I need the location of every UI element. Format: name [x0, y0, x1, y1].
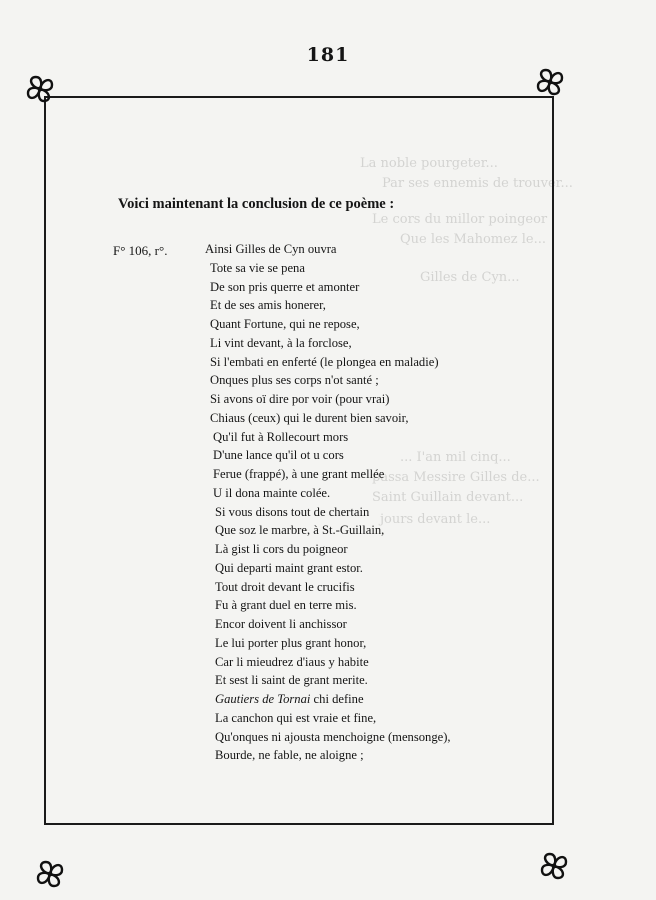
- poem-line: Qui departi maint grant estor.: [215, 560, 363, 575]
- poem-line: Bourde, ne fable, ne aloigne ;: [215, 748, 364, 763]
- show-through-line: Par ses ennemis de trouver...: [382, 176, 573, 191]
- poem-line: De son pris querre et amonter: [210, 279, 360, 294]
- fleuron-corner-icon: [34, 858, 66, 890]
- show-through-line: Le cors du millor poingeor: [372, 212, 548, 227]
- show-through-line: Gilles de Cyn...: [420, 270, 520, 285]
- author-name: Gautiers de Tornai: [215, 692, 311, 706]
- poem-line: Ferue (frappé), à une grant mellée: [213, 467, 385, 481]
- show-through-line: La noble pourgeter...: [360, 156, 498, 171]
- poem-line: Quant Fortune, qui ne repose,: [210, 317, 360, 331]
- poem-line: Tout droit devant le crucifis: [215, 579, 355, 594]
- poem-line: D'une lance qu'il ot u cors: [213, 448, 344, 463]
- fleuron-corner-icon: [24, 73, 56, 105]
- poem-line: Si avons oï dire por voir (pour vrai): [210, 392, 390, 406]
- poem-line: Li vint devant, à la forclose,: [210, 335, 352, 350]
- poem-line: Chiaus (ceux) qui le durent bien savoir,: [210, 410, 409, 425]
- poem-line: Et de ses amis honerer,: [210, 298, 326, 313]
- folio-reference: F° 106, r°.: [113, 243, 168, 258]
- poem-line-author: [205, 690, 505, 709]
- poem-line: La canchon qui est vraie et fine,: [215, 710, 377, 725]
- page-number: 181: [306, 44, 350, 66]
- poem-line: Si vous disons tout de chertain: [215, 504, 370, 519]
- poem-line: Car li mieudrez d'iaus y habite: [215, 654, 369, 669]
- poem-line: Là gist li cors du poigneor: [215, 542, 348, 556]
- poem-line: Et sest li saint de grant merite.: [215, 673, 368, 688]
- show-through-line: Saint Guillain devant...: [372, 490, 524, 505]
- show-through-line: Que les Mahomez le...: [400, 232, 547, 247]
- show-through-line: passa Messire Gilles de...: [372, 470, 540, 485]
- poem-line: U il dona mainte colée.: [213, 485, 331, 500]
- poem-line: Encor doivent li anchissor: [215, 617, 347, 631]
- poem-line: Ainsi Gilles de Cyn ouvra: [205, 242, 337, 256]
- poem-block: [205, 240, 505, 765]
- poem-line: Que soz le marbre, à St.-Guillain,: [215, 523, 385, 538]
- show-through-line: jours devant le...: [380, 512, 491, 527]
- show-through-line: ... I'an mil cinq...: [400, 450, 511, 465]
- fleuron-corner-icon: [538, 850, 570, 882]
- poem-line-rest: chi define: [310, 692, 364, 706]
- poem-line: Tote sa vie se pena: [210, 260, 305, 275]
- fleuron-corner-icon: [534, 66, 566, 98]
- poem-line: Qu'il fut à Rollecourt mors: [213, 429, 349, 444]
- poem-line: Onques plus ses corps n'ot santé ;: [210, 373, 379, 388]
- poem-line: Qu'onques ni ajousta menchoigne (mensonge),: [215, 729, 451, 744]
- poem-line: Si l'embati en enferté (le plongea en maladie): [210, 354, 439, 369]
- poem-line: Le lui porter plus grant honor,: [215, 635, 367, 650]
- section-heading: Voici maintenant la conclusion de ce poème :: [118, 196, 395, 212]
- poem-line: Fu à grant duel en terre mis.: [215, 598, 357, 613]
